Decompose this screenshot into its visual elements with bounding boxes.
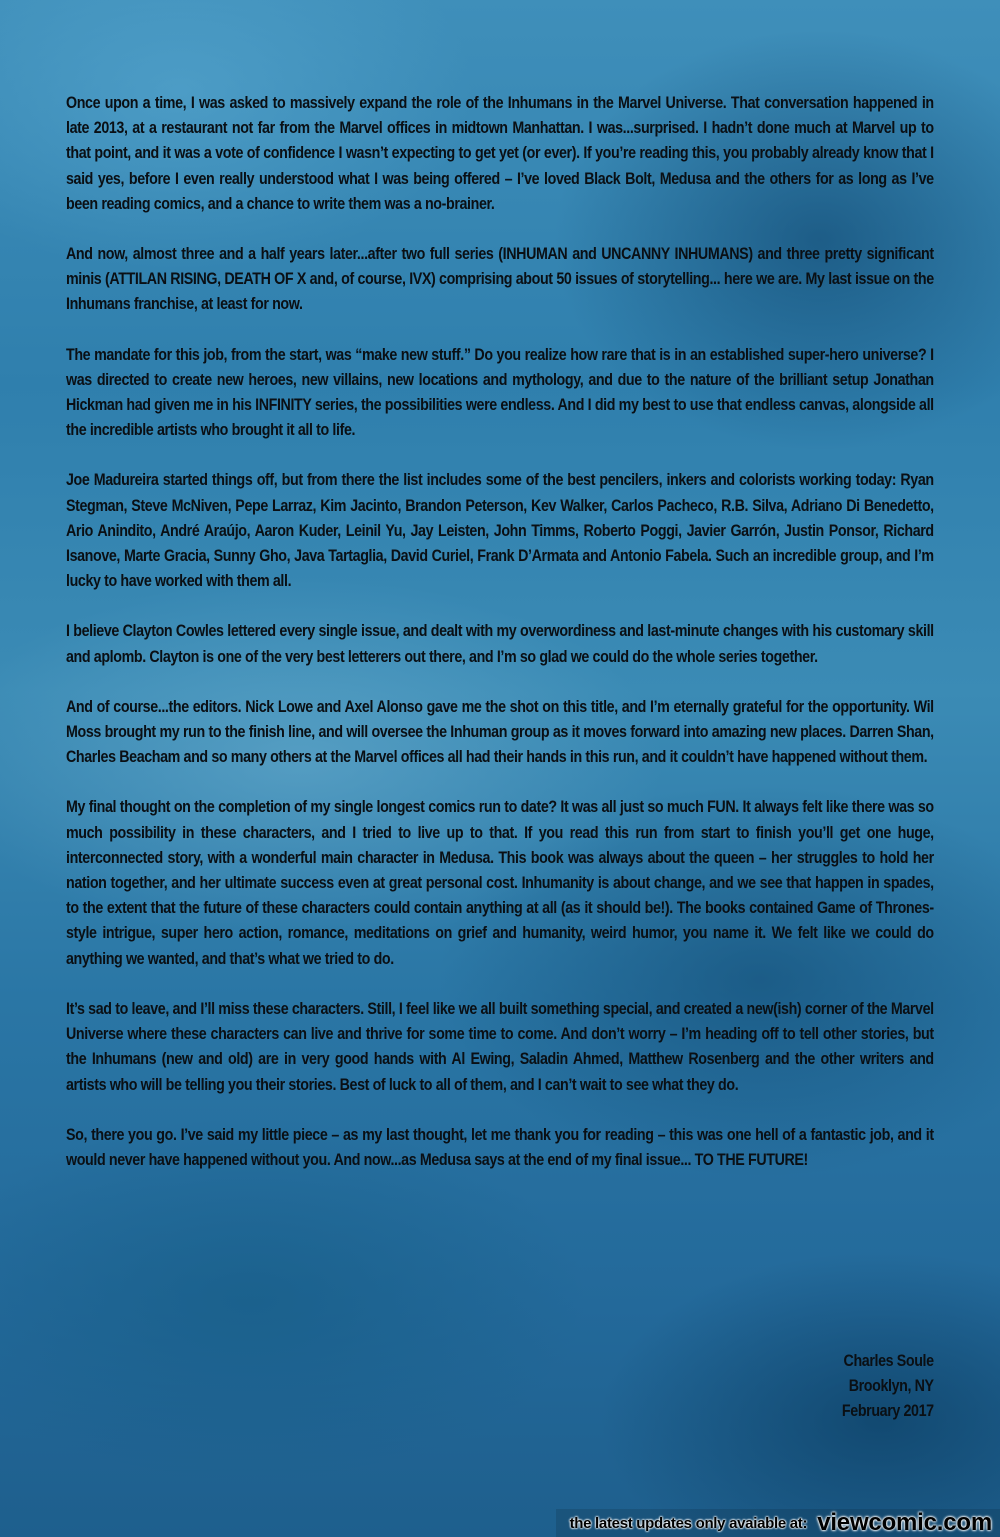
letter-date: February 2017 [842,1401,934,1421]
site-watermark [556,1509,1000,1537]
letter-paragraph: And now, almost three and a half years later...after two full series (INHUMAN and UNCANNY INHUMANS) and three pretty significant minis (ATTILAN RISING, DEATH OF X and, of course, IVX) comprising about 50 issues of storytelling... here we are. My last issue on the Inhumans franchise, at least for now. [66,244,934,314]
signature-block [827,1348,934,1424]
watermark-site[interactable]: viewcomic.com [817,1509,992,1536]
author-name: Charles Soule [843,1351,934,1370]
letter-paragraph: It’s sad to leave, and I’ll miss these characters. Still, I feel like we all built something special, and created a new(ish) corner of the Marvel Universe where these characters can live and thrive for some time to come. And don’t worry – I’m heading off to tell other stories, but the Inhumans (new and old) are in very good hands with Al Ewing, Saladin Ahmed, Matthew Rosenberg and the other writers and artists who will be telling you their stories. Best of luck to all of them, and I can’t wait to see what they do. [66,998,934,1094]
letter-paragraph: The mandate for this job, from the start, was “make new stuff.” Do you realize how rare that is in an established super-hero universe? I was directed to create new heroes, new villains, new locations and mythology, and due to the nature of the brilliant setup Jonathan Hickman had given me in his INFINITY series, the possibilities were endless. And I did my best to use that endless canvas, alongside all the incredible artists who brought it all to life. [66,344,934,440]
letter-body [66,90,934,1172]
letter-paragraph: My final thought on the completion of my single longest comics run to date? It was all just so much FUN. It always felt like there was so much possibility in these characters, and I tried to live up to that. If you read this run from start to finish you’ll get one huge, interconnected story, with a wonderful main character in Medusa. This book was always about the queen – her struggles to hold her nation together, and her ultimate success even at great personal cost. Inhumanity is about change, and we see that happen in spades, to the extent that the future of these characters could contain anything at all (as it should be!). The books contained Game of Thrones-style intrigue, super hero action, romance, meditations on grief and humanity, weird humor, you name it. We felt like we could do anything we wanted, and that’s what we tried to do. [66,797,934,968]
letter-paragraph: So, there you go. I’ve said my little piece – as my last thought, let me thank you for reading – this was one hell of a fantastic job, and it would never have happened without you. And now...as Medusa says at the end of my final issue... TO THE FUTURE! [66,1124,934,1169]
watermark-note: the latest updates only avaiable at: [569,1514,808,1532]
letter-paragraph: Joe Madureira started things off, but from there the list includes some of the best pencilers, inkers and colorists working today: Ryan Stegman, Steve McNiven, Pepe Larraz, Kim Jacinto, Brandon Peterson, Kev Walker, Carlos Pacheco, R.B. Silva, Adriano Di Benedetto, Ario Anindito, André Araújo, Aaron Kuder, Leinil Yu, Jay Leisten, John Timms, Roberto Poggi, Javier Garrón, Justin Ponsor, Richard Isanove, Marte Gracia, Sunny Gho, Java Tartaglia, David Curiel, Frank D’Armata and Antonio Fabela. Such an incredible group, and I’m lucky to have worked with them all. [66,470,934,591]
author-location: Brooklyn, NY [849,1376,934,1396]
letter-paragraph: I believe Clayton Cowles lettered every single issue, and dealt with my overwordiness and last-minute changes with his customary skill and aplomb. Clayton is one of the very best letterers out there, and I’m so glad we could do the whole series together. [66,621,934,666]
letter-paragraph: Once upon a time, I was asked to massively expand the role of the Inhumans in the Marvel Universe. That conversation happened in late 2013, at a restaurant not far from the Marvel offices in midtown Manhattan. I was...surprised. I hadn’t done much at Marvel up to that point, and it was a vote of confidence I wasn’t expecting to get yet (or ever). If you’re reading this, you probably already know that I said yes, before I even really understood what I was being offered – I’ve loved Black Bolt, Medusa and the others for as long as I’ve been reading comics, and a chance to write them was a no-brainer. [66,93,934,213]
letter-paragraph: And of course...the editors. Nick Lowe and Axel Alonso gave me the shot on this title, and I’m eternally grateful for the opportunity. Wil Moss brought my run to the finish line, and will oversee the Inhuman group as it moves forward into amazing new places. Darren Shan, Charles Beacham and so many others at the Marvel offices all had their hands in this run, and it couldn’t have happened without them. [66,696,934,767]
